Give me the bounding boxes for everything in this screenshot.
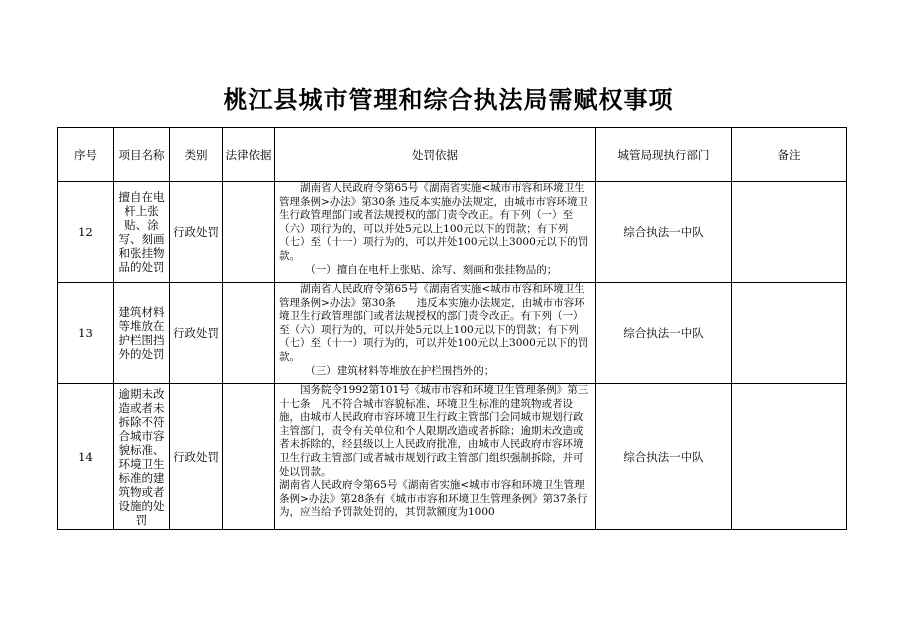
basis-paragraph-2: 湖南省人民政府令第65号《湖南省实施<城市市容和环境卫生管理条例>办法》第28条有《城市市容和环境卫生管理条例》第37条行为，应当给予罚款处罚的，其罚款额度为1000 [279, 479, 588, 519]
row-category: 行政处罚 [170, 384, 223, 530]
basis-clause: （三）建筑材料等堆放在护栏围挡外的； [305, 364, 495, 377]
header-penalty-basis: 处罚依据 [275, 128, 596, 182]
empowerment-table [57, 127, 847, 530]
row-seq: 13 [58, 283, 114, 384]
basis-paragraph: 湖南省人民政府令第65号《湖南省实施<城市市容和环境卫生管理条例>办法》第30条 违反本实施办法规定，由城市市容环境卫生行政管理部门或者法规授权的部门责令改正。有下列（一）至（六）项行为的，可以并处5元以上100元以下的罚款；有下列（七）至（十一）项行为的，可以并处100元以上3000元以下的罚款。 [279, 182, 589, 262]
row-legal-basis [223, 384, 275, 530]
row-department: 综合执法一中队 [596, 182, 732, 283]
table-row [58, 182, 847, 283]
row-seq: 14 [58, 384, 114, 530]
table-row [58, 283, 847, 384]
row-item-name: 逾期未改造或者未拆除不符合城市容貌标准、环境卫生标准的建筑物或者设施的处罚 [114, 384, 170, 530]
header-seq: 序号 [58, 128, 114, 182]
basis-clause: （一）擅自在电杆上张贴、涂写、刻画和张挂物品的； [305, 263, 558, 276]
header-name: 项目名称 [114, 128, 170, 182]
row-penalty-basis [275, 182, 596, 283]
row-legal-basis [223, 182, 275, 283]
row-penalty-basis [275, 283, 596, 384]
row-remarks [732, 283, 847, 384]
row-department: 综合执法一中队 [596, 283, 732, 384]
header-department: 城管局现执行部门 [596, 128, 732, 182]
row-remarks [732, 384, 847, 530]
row-category: 行政处罚 [170, 182, 223, 283]
row-penalty-basis [275, 384, 596, 530]
row-category: 行政处罚 [170, 283, 223, 384]
row-item-name: 擅自在电杆上张贴、涂写、刻画和张挂物品的处罚 [114, 182, 170, 283]
row-seq: 12 [58, 182, 114, 283]
row-department: 综合执法一中队 [596, 384, 732, 530]
row-item-name: 建筑材料等堆放在护栏围挡外的处罚 [114, 283, 170, 384]
row-remarks [732, 182, 847, 283]
basis-paragraph: 湖南省人民政府令第65号《湖南省实施<城市市容和环境卫生管理条例>办法》第30条 违反本实施办法规定，由城市市容环境卫生行政管理部门或者法规授权的部门责令改正。有下列（一）至（六）项行为的，可以并处5元以上100元以下的罚款；有下列（七）至（十一）项行为的，可以并处100元以上3000元以下的罚款。 [279, 283, 589, 363]
row-legal-basis [223, 283, 275, 384]
page-title: 桃江县城市管理和综合执法局需赋权事项 [223, 86, 674, 114]
basis-paragraph: 国务院令1992第101号《城市市容和环境卫生管理条例》第三十七条 凡不符合城市容貌标准、环境卫生标准的建筑物或者设施，由城市人民政府市容环境卫生行政主管部门会同城市规划行政主管部门，责令有关单位和个人限期改造或者拆除；逾期未改造或者未拆除的，经县级以上人民政府批准，由城市人民政府市容环境卫生行政主管部门或者城市规划行政主管部门组织强制拆除，并可处以罚款。 [279, 384, 589, 478]
header-remarks: 备注 [732, 128, 847, 182]
header-category: 类别 [170, 128, 223, 182]
header-legal-basis: 法律依据 [223, 128, 275, 182]
header-row [58, 128, 847, 182]
table-row [58, 384, 847, 530]
